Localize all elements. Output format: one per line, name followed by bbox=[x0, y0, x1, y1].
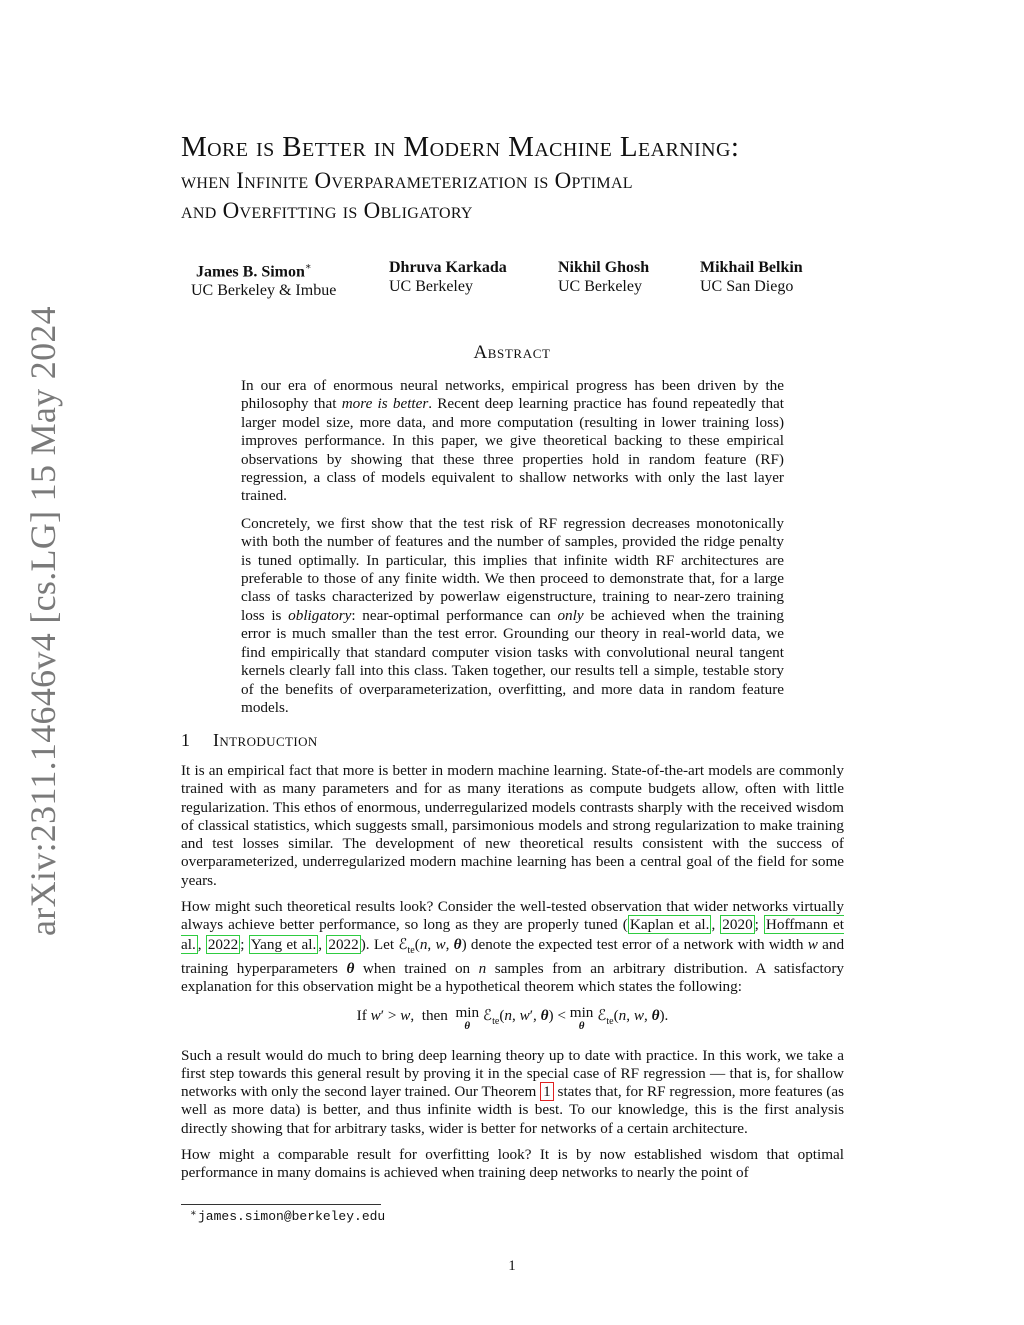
title-line-2: when Infinite Overparameterization is Optimal bbox=[181, 168, 633, 193]
citation-year-link[interactable]: 2022 bbox=[328, 935, 359, 953]
theorem-ref-link[interactable]: 1 bbox=[540, 1082, 554, 1101]
footnote-mark: ∗ bbox=[190, 1208, 197, 1219]
citation-year-link[interactable]: 2020 bbox=[722, 916, 753, 934]
author-name: Dhruva Karkada bbox=[389, 259, 507, 276]
body-paragraph-3: Such a result would do much to bring deep learning theory up to date with practice. In this work, we take a first step towards this general result by proving it in the special case of RF regression — that is, for shallow networks with only the second layer trained. Our Theorem 1 states that, for RF regression, more features (as well as more data) is better, and thus infinite width is best. To our knowledge, this is the first analysis directly showing that for arbitrary tasks, wider is better for networks of a certain architecture. bbox=[181, 1046, 844, 1137]
author-affiliation: UC Berkeley bbox=[389, 278, 473, 295]
author-name: Nikhil Ghosh bbox=[558, 259, 650, 276]
citation-link[interactable]: Hoffmann et al. bbox=[181, 916, 845, 953]
math-test-error: ℰ$_{te}$(n, w, θ) bbox=[398, 934, 467, 956]
author-karkada bbox=[389, 258, 507, 296]
math-n: n bbox=[478, 960, 487, 977]
paper-title bbox=[181, 128, 881, 226]
title-line-3: and Overfitting is Obligatory bbox=[181, 198, 473, 223]
citation-year-link[interactable]: 2022 bbox=[207, 935, 239, 953]
footnote-email: james.simon@berkeley.edu bbox=[198, 1209, 386, 1224]
abstract-body bbox=[241, 377, 784, 726]
abstract-paragraph-2: Concretely, we first show that the test risk of RF regression decreases monotonically with both the number of features and the number of samples, provided the ridge penalty is tuned optimally. In particular, this implies that infinite width RF architectures are preferable to those of any finite width. We then proceed to demonstrate that, for a large class of tasks characterized by powerlaw eigenstructure, training to near-zero training loss is obligatory: near-optimal performance can only be achieved when the training error is much smaller than the test error. Grounding our theory in real-world data, we find empirically that standard computer vision tasks with convolutional neural tangent kernels clearly fall into this class. Taken together, our results tell a simple, testable story of the benefits of overparameterization, overfitting, and more data in random feature models. bbox=[241, 514, 784, 716]
body-paragraph-2: How might such theoretical results look? Consider the well-tested observation that wider networks virtually always achieve better performance, so long as they are properly tuned ( Kaplan et al. , 2020 ; Hoffmann et al. , 2022 ; Yang et al. , 2022 ). Let ℰ$_{te}$(n, w, θ) denote the expected test error of a network with width w and training hyperparameters θ when trained on n samples from an arbitrary distribution. A satisfactory explanation for this observation might be a hypothetical theorem which states the following: bbox=[181, 898, 845, 996]
author-footnote-mark: ∗ bbox=[304, 262, 312, 273]
citation-link[interactable]: Yang et al. bbox=[250, 935, 317, 953]
body-paragraph-1: It is an empirical fact that more is better in modern machine learning. State-of-the-art models are commonly trained with as many parameters and for as many iterations as compute budgets allow, often with little regularization. This ethos of enormous, underregularized models contrasts sharply with the received wisdom of classical statistics, which suggests small, parsimonious models and strong regularization to make training and test losses similar. The development of new theoretical results consistent with the success of overparameterized, underregularized modern machine learning has been a central goal of the field for some years. bbox=[181, 762, 844, 889]
abstract-paragraph-1: In our era of enormous neural networks, empirical progress has been driven by the philosophy that more is better. Recent deep learning practice has found repeatedly that larger model size, more data, and more computation (resulting in lower training loss) improves performance. In this paper, we give theoretical backing to these empirical observations by showing that these three properties hold in random feature (RF) regression, a class of models equivalent to shallow networks with only the last layer trained. bbox=[241, 377, 785, 505]
page-number: 1 bbox=[508, 1258, 516, 1274]
author-name: Mikhail Belkin bbox=[700, 259, 803, 276]
body-paragraph-4: How might a comparable result for overfitting look? It is by now established wisdom that optimal performance in many domains is achieved when training deep networks to nearly the point of bbox=[181, 1146, 844, 1182]
introduction-body bbox=[181, 762, 844, 1191]
math-w: w bbox=[807, 935, 818, 953]
section-number: 1 bbox=[181, 730, 190, 750]
section-heading bbox=[181, 730, 318, 751]
section-title: Introduction bbox=[213, 730, 318, 750]
author-name: James B. Simon bbox=[196, 263, 305, 281]
citation-link[interactable]: Kaplan et al. bbox=[629, 916, 710, 934]
author-affiliation: UC San Diego bbox=[700, 278, 794, 295]
author-affiliation: UC Berkeley & Imbue bbox=[191, 282, 337, 300]
author-affiliation: UC Berkeley bbox=[558, 278, 642, 295]
abstract-heading: Abstract bbox=[473, 342, 551, 363]
arxiv-identifier: arXiv:2311.14646v4 [cs.LG] 15 May 2024 bbox=[23, 306, 63, 936]
footnote-divider bbox=[181, 1204, 381, 1205]
author-belkin bbox=[700, 258, 803, 296]
author-simon bbox=[191, 258, 336, 300]
title-line-1: More is Better in Modern Machine Learning: bbox=[181, 131, 740, 163]
hypothetical-theorem-equation: If w′ > w, then min θ ℰ$_{te}$(n, w′, θ) < min θ ℰ$_{te}$(n, w, θ). bbox=[356, 1003, 669, 1032]
author-ghosh bbox=[558, 258, 649, 296]
math-theta: θ bbox=[346, 960, 355, 977]
